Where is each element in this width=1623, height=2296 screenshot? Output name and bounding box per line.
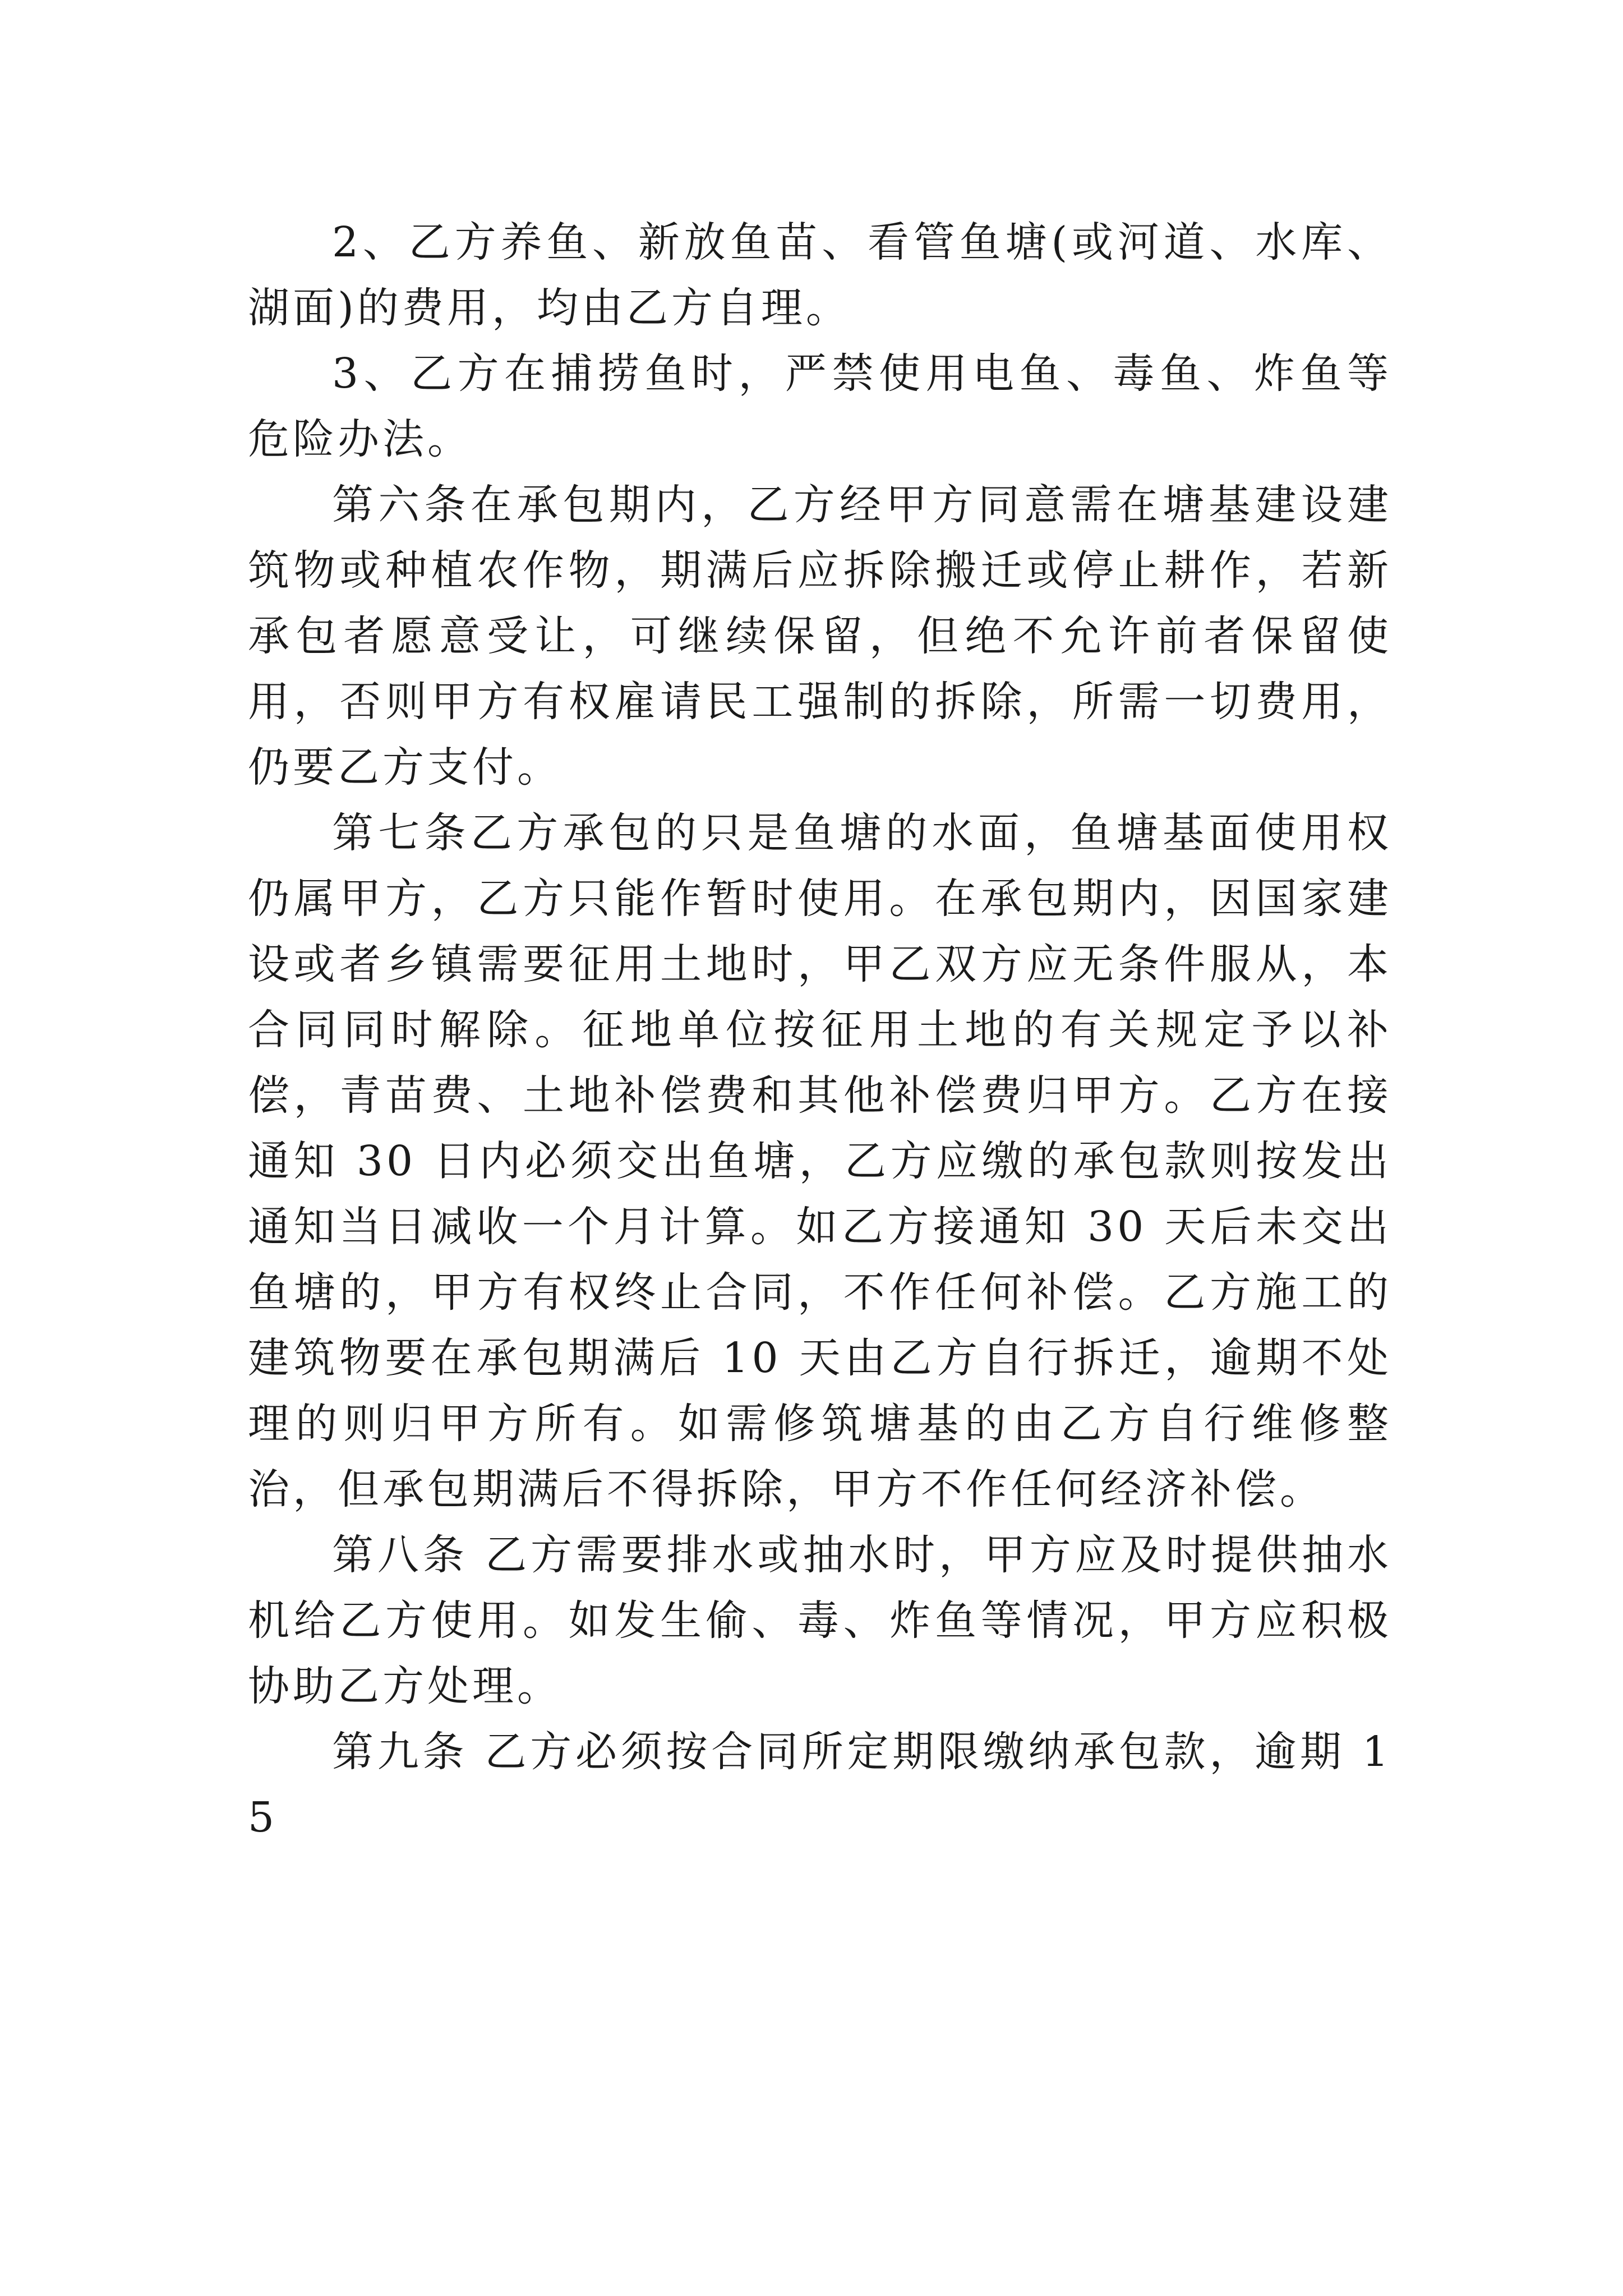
paragraph-clause-2: 2、乙方养鱼、新放鱼苗、看管鱼塘(或河道、水库、湖面)的费用，均由乙方自理。 xyxy=(248,218,1392,332)
paragraph-article-8: 第八条 乙方需要排水或抽水时，甲方应及时提供抽水机给乙方使用。如发生偷、毒、炸鱼等情况，甲方应积极协助乙方处理。 xyxy=(248,1531,1392,1710)
paragraph-article-9: 第九条 乙方必须按合同所定期限缴纳承包款，逾期 15 xyxy=(248,1728,1392,1842)
paragraph-clause-3: 3、乙方在捕捞鱼时，严禁使用电鱼、毒鱼、炸鱼等危险办法。 xyxy=(248,349,1392,463)
paragraph-article-6: 第六条在承包期内，乙方经甲方同意需在塘基建设建筑物或种植农作物，期满后应拆除搬迁或停止耕作，若新承包者愿意受让，可继续保留，但绝不允许前者保留使用，否则甲方有权雇请民工强制的拆除，所需一切费用，仍要乙方支付。 xyxy=(248,481,1392,792)
paragraph-article-7: 第七条乙方承包的只是鱼塘的水面，鱼塘基面使用权仍属甲方，乙方只能作暂时使用。在承包期内，因国家建设或者乡镇需要征用土地时，甲乙双方应无条件服从，本合同同时解除。征地单位按征用土地的有关规定予以补偿，青苗费、土地补偿费和其他补偿费归甲方。乙方在接通知 30 日内必须交出鱼塘，乙方应缴的承包款则按发出通知当日减收一个月计算。如乙方接通知 30 天后未交出鱼塘的，甲方有权终止合同，不作任何补偿。乙方施工的建筑物要在承包期满后 10 天由乙方自行拆迁，逾期不处理的则归甲方所有。如需修筑塘基的由乙方自行维修整治，但承包期满后不得拆除，甲方不作任何经济补偿。 xyxy=(248,809,1392,1513)
document-body xyxy=(248,210,1392,1851)
